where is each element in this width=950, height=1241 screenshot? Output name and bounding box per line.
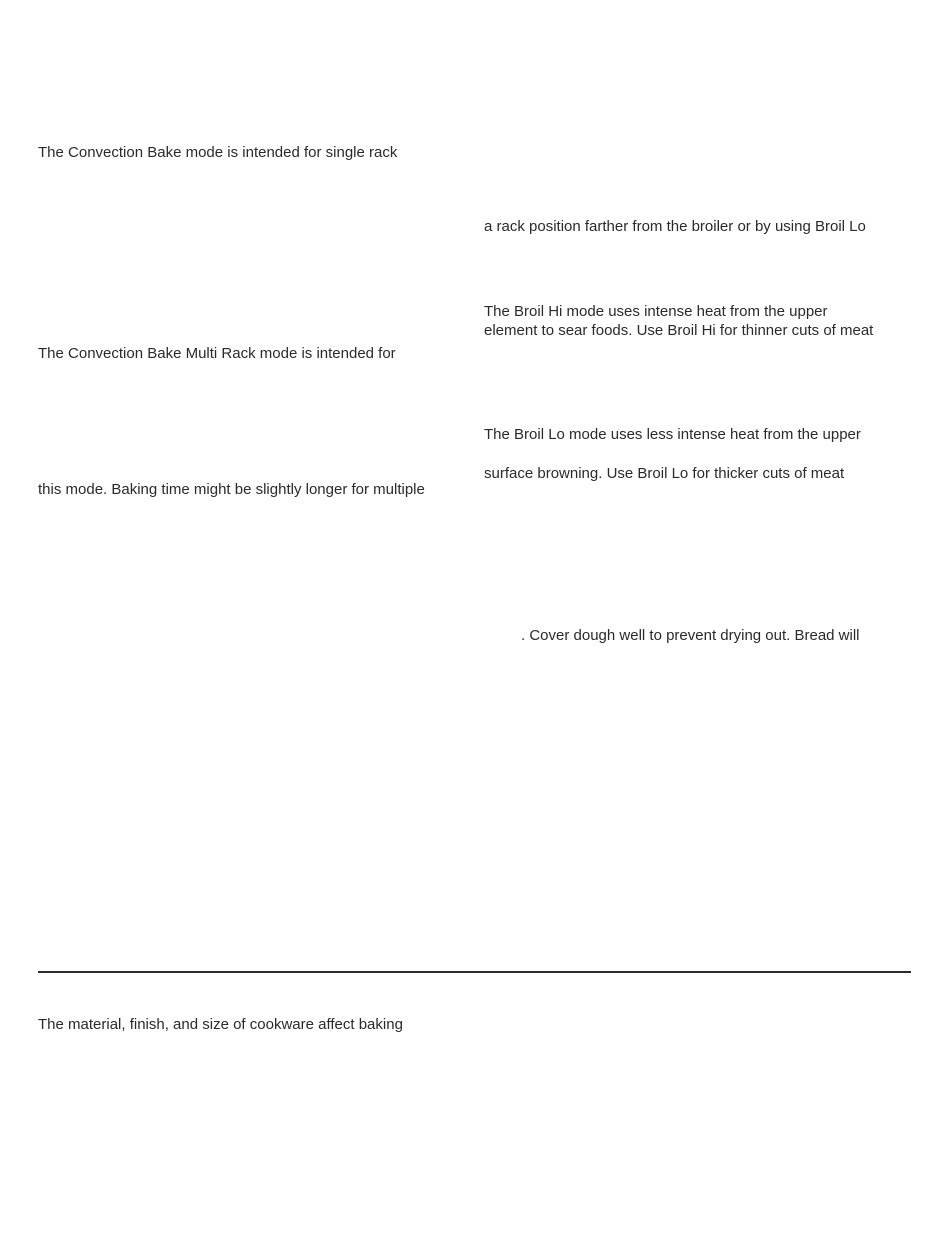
broil-position-text: a rack position farther from the broiler or by using Broil Lo [484, 218, 866, 235]
proof-text: . Cover dough well to prevent drying out. Bread will [521, 627, 860, 644]
multi-rack-time-text: this mode. Baking time might be slightly longer for multiple [38, 481, 425, 498]
convection-bake-text: The Convection Bake mode is intended for single rack [38, 144, 398, 161]
broil-hi-text-line1: The Broil Hi mode uses intense heat from the upper [484, 303, 828, 320]
cookware-text: The material, finish, and size of cookware affect baking [38, 1016, 403, 1033]
broil-hi-text-line2: element to sear foods. Use Broil Hi for thinner cuts of meat [484, 322, 874, 339]
convection-multi-rack-text: The Convection Bake Multi Rack mode is intended for [38, 345, 396, 362]
broil-lo-text-line1: The Broil Lo mode uses less intense heat from the upper [484, 426, 861, 443]
broil-lo-text-line2: surface browning. Use Broil Lo for thicker cuts of meat [484, 465, 845, 482]
section-divider [38, 971, 911, 973]
